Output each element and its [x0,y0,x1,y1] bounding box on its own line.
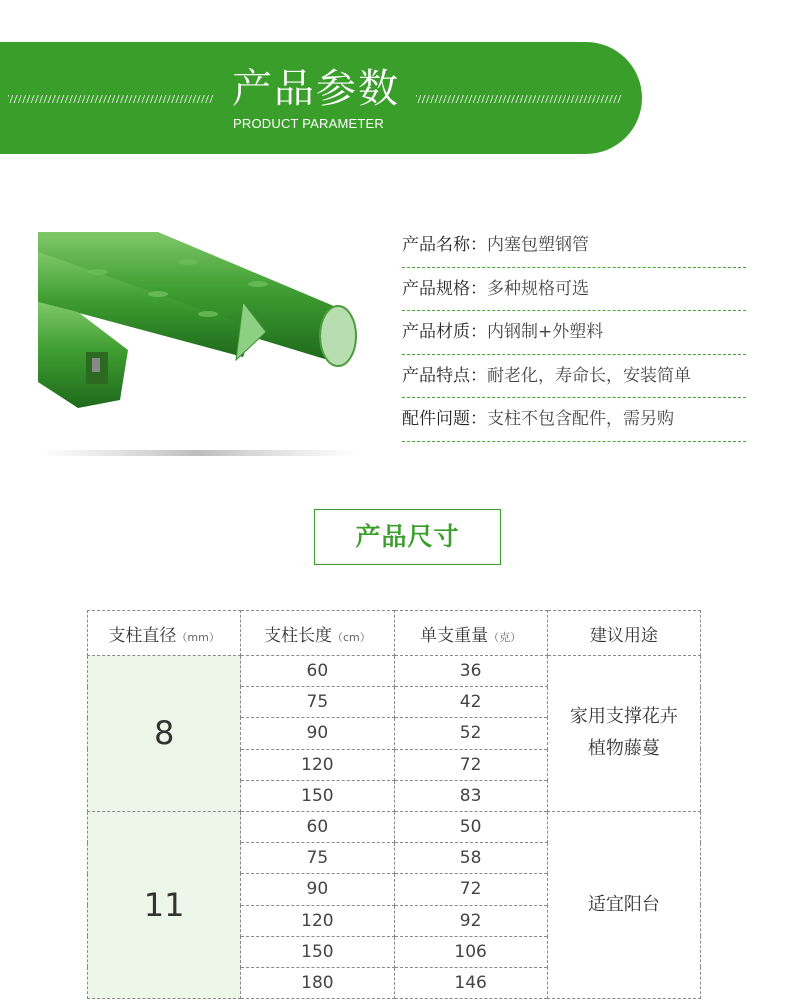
info-label: 产品规格： [402,278,487,299]
length-cell: 120 [241,749,394,780]
use-cell: 家用支撑花卉 植物藤蔓 [547,656,700,812]
header-diameter: 支柱直径（mm） [88,611,241,656]
banner-hatch-left [8,95,214,103]
header-use: 建议用途 [547,611,700,656]
banner-title: 产品参数 [232,66,400,112]
length-cell: 90 [241,874,394,905]
length-cell: 90 [241,718,394,749]
use-cell: 适宜阳台 [547,811,700,998]
info-label: 产品名称： [402,235,487,255]
weight-cell: 92 [394,905,547,936]
section-title-size: 产品尺寸 [314,509,501,565]
info-row-features [402,355,746,399]
weight-cell: 52 [394,718,547,749]
info-value: 耐老化，寿命长，安装简单 [487,365,691,386]
info-label: 配件问题： [402,409,487,429]
length-cell: 150 [241,936,394,967]
length-cell: 75 [241,687,394,718]
table-header-row [88,611,701,656]
length-cell: 150 [241,780,394,811]
banner-hatch-right [416,95,622,103]
info-value: 内塞包塑钢管 [487,235,589,255]
length-cell: 60 [241,656,394,687]
length-cell: 60 [241,811,394,842]
banner-subtitle: PRODUCT PARAMETER [233,116,384,131]
info-value: 支柱不包含配件，需另购 [487,409,674,429]
weight-cell: 58 [394,843,547,874]
weight-cell: 106 [394,936,547,967]
weight-cell: 42 [394,687,547,718]
info-row-accessories [402,398,746,442]
product-photo [38,232,358,464]
weight-cell: 36 [394,656,547,687]
length-cell: 180 [241,967,394,998]
weight-cell: 146 [394,967,547,998]
info-value: 多种规格可选 [487,278,589,299]
header-weight: 单支重量（克） [394,611,547,656]
info-row-material [402,311,746,355]
weight-cell: 72 [394,874,547,905]
table-row [88,811,701,842]
table-row [88,656,701,687]
size-table [87,610,701,999]
info-value: 内钢制+外塑料 [487,322,604,342]
length-cell: 120 [241,905,394,936]
size-table-wrap [87,610,701,1002]
product-info-list [402,224,746,442]
length-cell: 75 [241,843,394,874]
info-row-name [402,224,746,268]
diameter-cell: 8 [88,656,241,812]
info-label: 产品材质： [402,322,487,342]
diameter-cell: 11 [88,811,241,998]
header-length: 支柱长度（cm） [241,611,394,656]
weight-cell: 50 [394,811,547,842]
weight-cell: 72 [394,749,547,780]
info-label: 产品特点： [402,365,487,386]
weight-cell: 83 [394,780,547,811]
info-row-spec [402,268,746,312]
